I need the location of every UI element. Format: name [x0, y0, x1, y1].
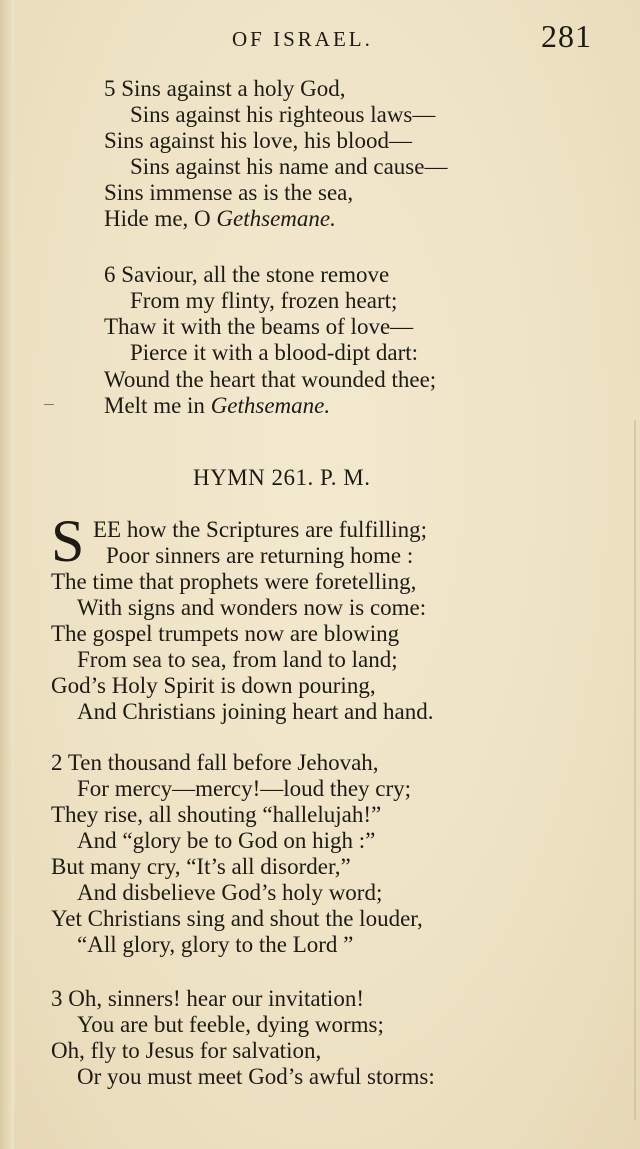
verse3-line: Or you must meet God’s awful storms:: [77, 1064, 435, 1089]
stanza5-last-line: [104, 206, 336, 232]
verse2-line: And “glory be to God on high :”: [77, 828, 376, 853]
verse3-line: You are but feeble, dying worms;: [77, 1012, 384, 1037]
verse2-line: And disbelieve God’s holy word;: [77, 880, 383, 905]
stanza5-line: Sins against his righteous laws—: [130, 102, 436, 127]
stanza6-last-line: [104, 393, 330, 419]
verse2-line: For mercy—mercy!—loud they cry;: [77, 776, 412, 801]
stanza6-line: From my flinty, frozen heart;: [130, 288, 398, 313]
verse3-line: 3 Oh, sinners! hear our invitation!: [51, 986, 364, 1011]
verse2-line: “All glory, glory to the Lord ”: [77, 932, 354, 957]
page-edge-shadow: [634, 420, 636, 1120]
verse3-line: Oh, fly to Jesus for salvation,: [51, 1038, 322, 1063]
verse1-line: From sea to sea, from land to land;: [77, 647, 398, 672]
stanza6-last-italic: Gethsemane.: [210, 393, 331, 418]
stanza6-line: Thaw it with the beams of love—: [104, 314, 414, 339]
verse2-line: But many cry, “It’s all disorder,”: [51, 854, 351, 879]
stanza6-line: 6 Saviour, all the stone remove: [104, 262, 390, 287]
stanza5-last-prefix: Hide me, O: [104, 206, 217, 231]
stanza5-last-italic: Gethsemane.: [216, 206, 336, 231]
verse2-line: Yet Christians sing and shout the louder,: [51, 906, 423, 931]
verse1-line: With signs and wonders now is come:: [77, 595, 427, 620]
verse1-line: The gospel trumpets now are blowing: [51, 621, 400, 646]
verse1-line: Poor sinners are returning home :: [106, 543, 414, 568]
stanza6-last-prefix: Melt me in: [104, 393, 211, 418]
hymn-first-line: EE how the Scriptures are fulfilling;: [93, 517, 428, 542]
stanza5-line: Sins immense as is the sea,: [104, 180, 354, 205]
stanza5-line: Sins against his name and cause—: [130, 154, 448, 179]
running-head: OF ISRAEL.: [232, 27, 373, 51]
margin-mark: [44, 404, 54, 405]
verse1-line: God’s Holy Spirit is down pouring,: [51, 673, 376, 698]
verse1-line: The time that prophets were foretelling,: [51, 569, 417, 594]
page-number: 281: [541, 18, 592, 54]
page-spine-shadow: [0, 0, 14, 1149]
drop-cap: S: [51, 508, 85, 574]
stanza5-line: 5 Sins against a holy God,: [104, 76, 346, 101]
stanza5-line: Sins against his love, his blood—: [104, 128, 412, 153]
verse2-line: They rise, all shouting “hallelujah!”: [51, 802, 382, 827]
hymn-title: HYMN 261. P. M.: [193, 465, 371, 490]
stanza6-line: Pierce it with a blood-dipt dart:: [130, 340, 419, 365]
verse1-line: And Christians joining heart and hand.: [77, 699, 434, 724]
verse2-line: 2 Ten thousand fall before Jehovah,: [51, 750, 379, 775]
stanza6-line: Wound the heart that wounded thee;: [104, 367, 437, 392]
